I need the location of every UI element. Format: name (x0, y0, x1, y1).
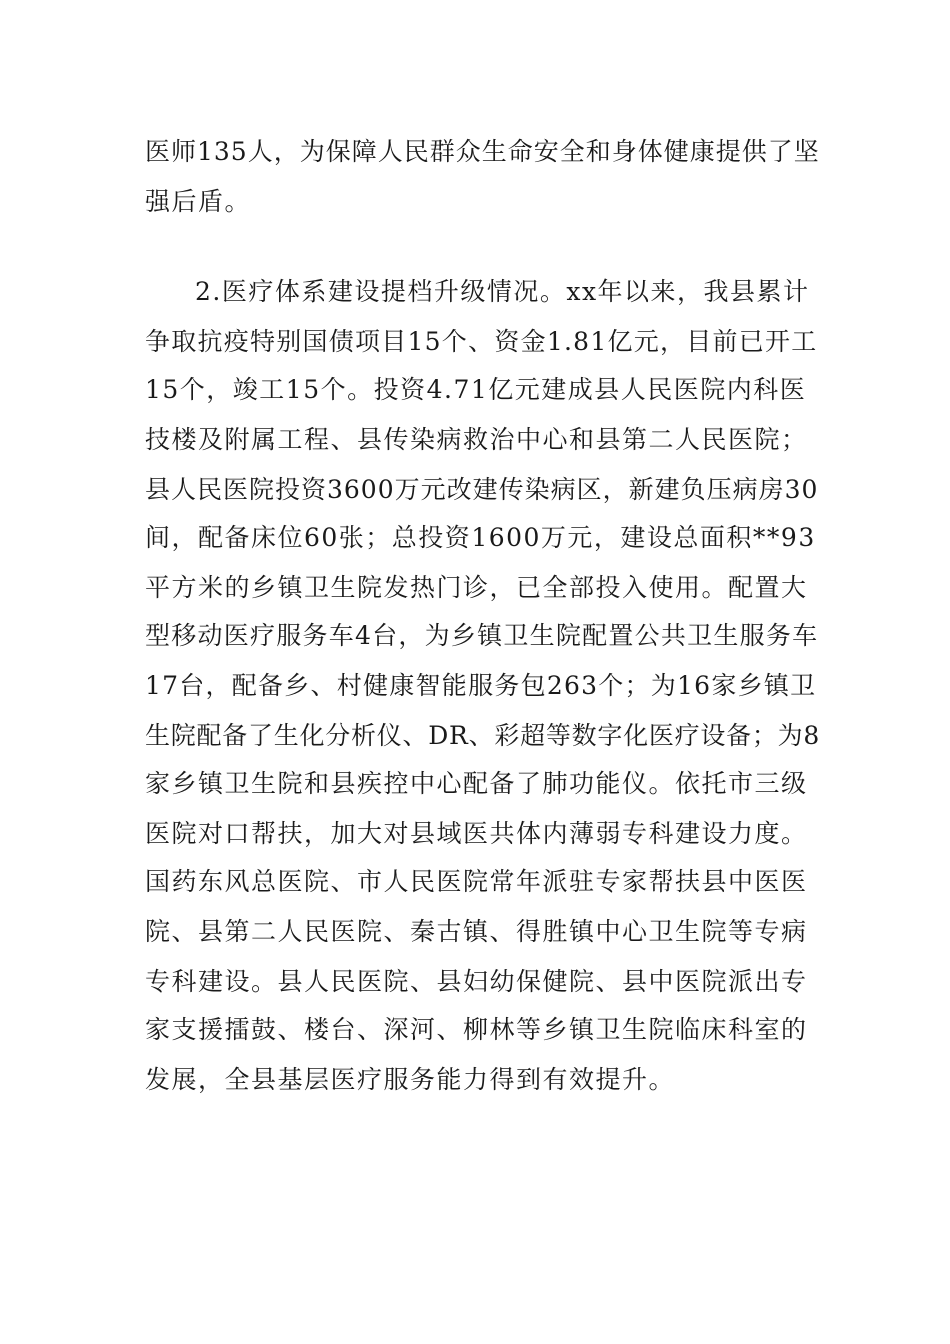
paragraph-2-line-10: 生院配备了生化分析仪、DR、彩超等数字化医疗设备；为8 (145, 721, 821, 750)
paragraph-2-line-12: 医院对口帮扶，加大对县域医共体内薄弱专科建设力度。 (145, 819, 808, 848)
paragraph-2-line-9: 17台，配备乡、村健康智能服务包263个；为16家乡镇卫 (145, 671, 817, 700)
paragraph-2-line-3: 15个，竣工15个。投资4.71亿元建成县人民医院内科医 (145, 375, 807, 404)
paragraph-1-line-1: 医师135人，为保障人民群众生命安全和身体健康提供了坚 (145, 137, 820, 166)
paragraph-1-line-2: 强后盾。 (145, 187, 252, 216)
paragraph-2-line-14: 院、县第二人民医院、秦古镇、得胜镇中心卫生院等专病 (145, 917, 808, 946)
paragraph-2-line-5: 县人民医院投资3600万元改建传染病区，新建负压病房30 (145, 475, 819, 504)
paragraph-2-line-6: 间，配备床位60张；总投资1600万元，建设总面积**93 (145, 523, 816, 552)
paragraph-2-line-4: 技楼及附属工程、县传染病救治中心和县第二人民医院； (145, 425, 808, 454)
paragraph-2-line-8: 型移动医疗服务车4台，为乡镇卫生院配置公共卫生服务车 (145, 621, 819, 650)
paragraph-2-line-11: 家乡镇卫生院和县疾控中心配备了肺功能仪。依托市三级 (145, 769, 808, 798)
paragraph-2-line-16: 家支援擂鼓、楼台、深河、柳林等乡镇卫生院临床科室的 (145, 1015, 808, 1044)
paragraph-2-line-1: 2.医疗体系建设提档升级情况。xx年以来，我县累计 (195, 277, 810, 306)
paragraph-2-line-2: 争取抗疫特别国债项目15个、资金1.81亿元，目前已开工 (145, 327, 818, 356)
paragraph-2-line-13: 国药东风总医院、市人民医院常年派驻专家帮扶县中医医 (145, 867, 808, 896)
paragraph-2-line-7: 平方米的乡镇卫生院发热门诊，已全部投入使用。配置大 (145, 573, 808, 602)
paragraph-2-line-17: 发展，全县基层医疗服务能力得到有效提升。 (145, 1065, 676, 1094)
paragraph-2-line-15: 专科建设。县人民医院、县妇幼保健院、县中医院派出专 (145, 967, 808, 996)
